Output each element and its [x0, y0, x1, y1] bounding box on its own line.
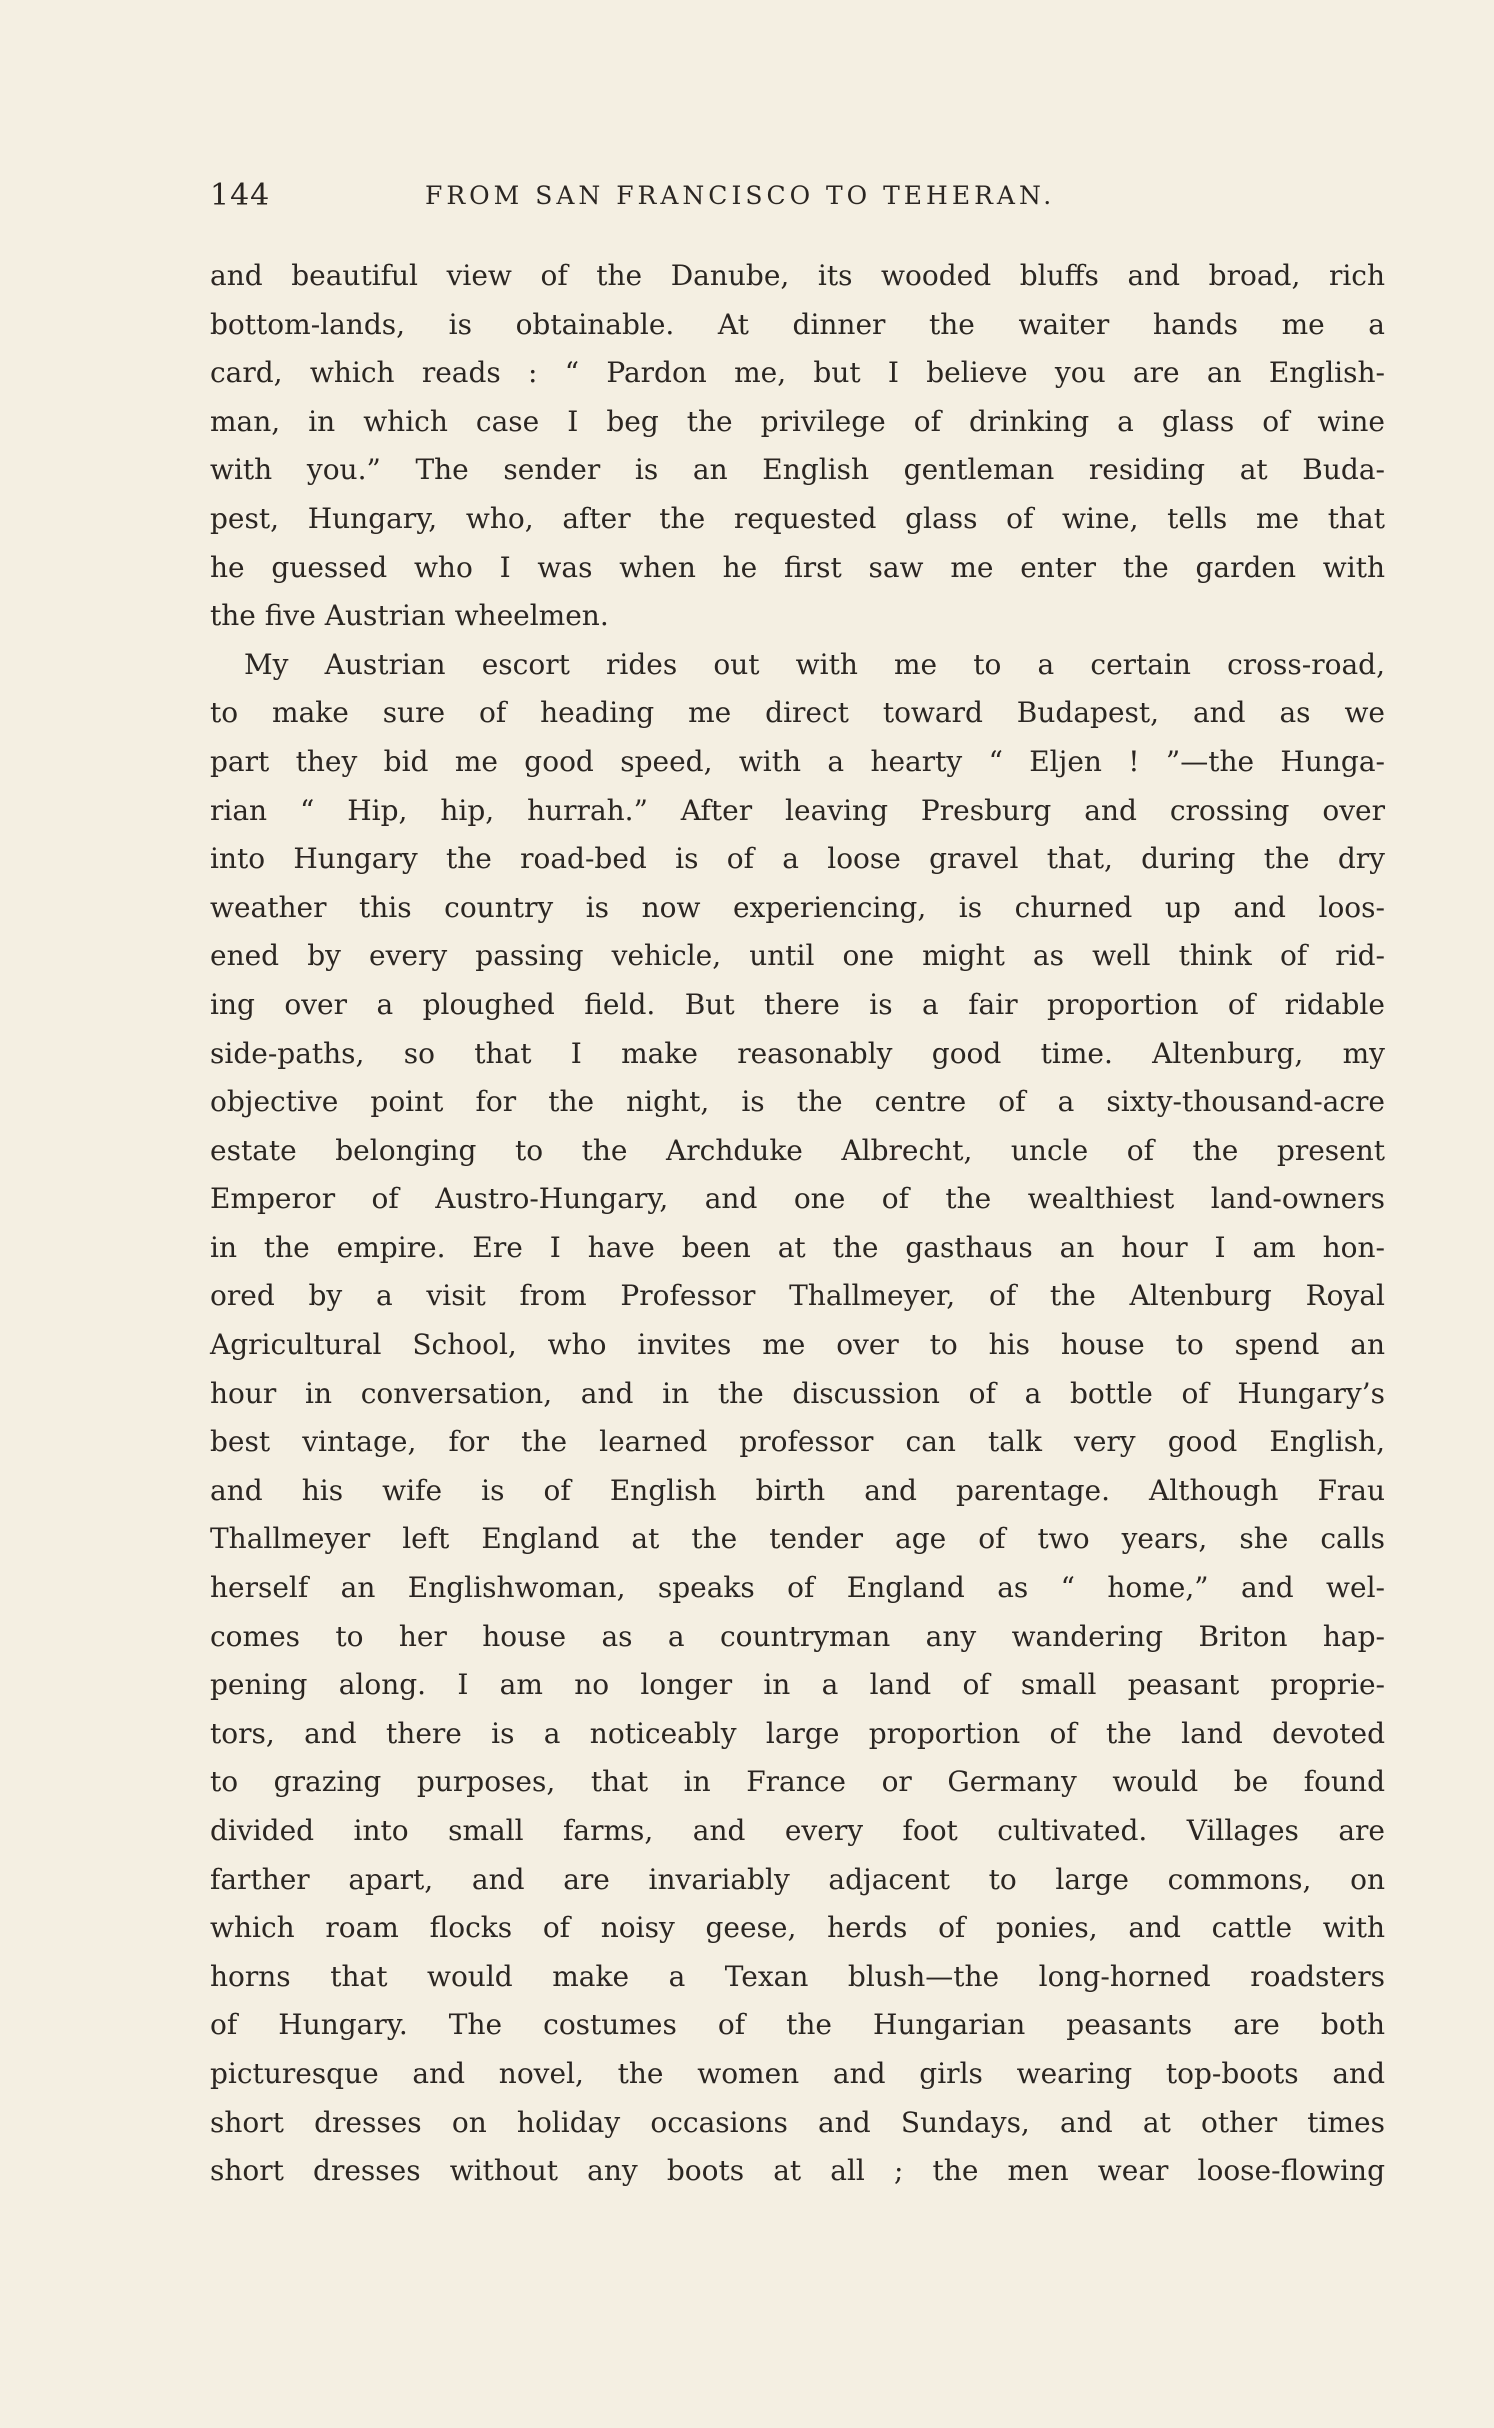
text-line: part they bid me good speed, with a hearty “ Eljen ! ”—the Hunga-: [210, 744, 1385, 778]
text-line: estate belonging to the Archduke Albrecht, uncle of the present: [210, 1133, 1385, 1167]
text-line: hour in conversation, and in the discussion of a bottle of Hungary’s: [210, 1376, 1385, 1410]
text-line: rian “ Hip, hip, hurrah.” After leaving Presburg and crossing over: [210, 793, 1385, 827]
text-line: ored by a visit from Professor Thallmeyer, of the Altenburg Royal: [210, 1279, 1385, 1313]
text-line: objective point for the night, is the centre of a sixty-thousand-acre: [210, 1085, 1385, 1119]
text-line: pening along. I am no longer in a land of small peasant proprie-: [210, 1668, 1385, 1702]
text-line: in the empire. Ere I have been at the gasthaus an hour I am hon-: [210, 1230, 1385, 1264]
page-number: 144: [210, 178, 271, 213]
text-line: ing over a ploughed field. But there is a fair proportion of ridable: [210, 987, 1385, 1021]
text-line: into Hungary the road-bed is of a loose gravel that, during the dry: [210, 842, 1385, 876]
text-line: the five Austrian wheelmen.: [210, 599, 609, 633]
text-line: to make sure of heading me direct toward Budapest, and as we: [210, 696, 1385, 730]
text-line: divided into small farms, and every foot cultivated. Villages are: [210, 1814, 1385, 1847]
text-line: My Austrian escort rides out with me to a certain cross-road,: [244, 647, 1385, 681]
text-line: Thallmeyer left England at the tender age of two years, she calls: [210, 1522, 1385, 1556]
text-line: short dresses without any boots at all ; the men wear loose-flowing: [210, 2154, 1385, 2188]
text-line: tors, and there is a noticeably large proportion of the land devoted: [210, 1716, 1385, 1750]
text-line: farther apart, and are invariably adjacent to large commons, on: [210, 1862, 1385, 1896]
text-line: comes to her house as a countryman any wandering Briton hap-: [210, 1619, 1385, 1653]
text-line: ened by every passing vehicle, until one might as well think of rid-: [210, 939, 1385, 973]
text-line: to grazing purposes, that in France or Germany would be found: [210, 1765, 1385, 1799]
text-line: side-paths, so that I make reasonably good time. Altenburg, my: [210, 1036, 1385, 1070]
text-line: herself an Englishwoman, speaks of England as “ home,” and wel-: [210, 1571, 1385, 1605]
text-line: bottom-lands, is obtainable. At dinner the waiter hands me a: [210, 307, 1385, 341]
page-header: [210, 178, 1385, 218]
text-line: with you.” The sender is an English gentleman residing at Buda-: [210, 453, 1385, 487]
text-line: card, which reads : “ Pardon me, but I believe you are an English-: [210, 356, 1385, 390]
text-line: best vintage, for the learned professor can talk very good English,: [210, 1425, 1385, 1459]
text-line: and beautiful view of the Danube, its wooded bluffs and broad, rich: [210, 259, 1385, 292]
text-line: man, in which case I beg the privilege of drinking a glass of wine: [210, 404, 1385, 438]
text-line: he guessed who I was when he first saw me enter the garden with: [210, 550, 1385, 584]
text-line: and his wife is of English birth and parentage. Although Frau: [210, 1473, 1385, 1507]
text-line: which roam flocks of noisy geese, herds of ponies, and cattle with: [210, 1911, 1385, 1945]
text-line: short dresses on holiday occasions and Sundays, and at other times: [210, 2105, 1385, 2139]
text-line: picturesque and novel, the women and girls wearing top-boots and: [210, 2056, 1385, 2090]
text-line: horns that would make a Texan blush—the long-horned roadsters: [210, 1959, 1385, 1993]
text-line: Agricultural School, who invites me over to his house to spend an: [210, 1328, 1385, 1362]
text-line: of Hungary. The costumes of the Hungarian peasants are both: [210, 2008, 1385, 2042]
text-line: weather this country is now experiencing, is churned up and loos-: [210, 890, 1385, 924]
running-title: FROM SAN FRANCISCO TO TEHERAN.: [425, 181, 1056, 210]
body-text: [210, 252, 1385, 2196]
text-line: Emperor of Austro-Hungary, and one of the wealthiest land-owners: [210, 1182, 1385, 1216]
text-line: pest, Hungary, who, after the requested glass of wine, tells me that: [210, 501, 1385, 535]
